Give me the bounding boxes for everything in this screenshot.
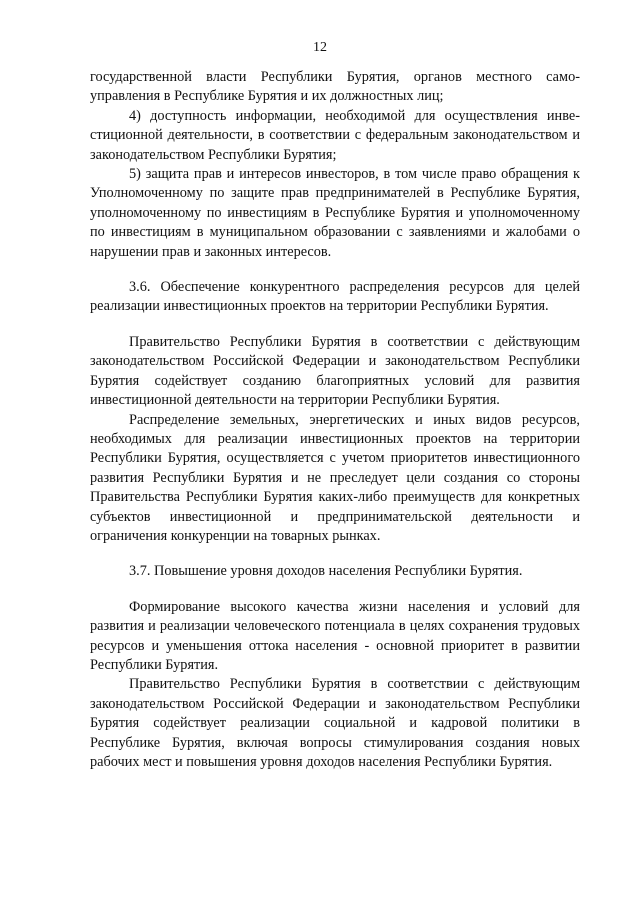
paragraph: Правительство Республики Бурятия в соответствии с действующим законодательством Российской Федерации и законодательством Республики Бурятия содействует реализации социальной и кадровой политики в Республике Бурятия, включая вопросы стимулирования создания новых рабочих мест и повышения уровня доходов населения Республики Бурятия. — [90, 676, 580, 770]
paragraph-continuation: государственной власти Республики Бурятия, органов местного самоуправления в Республике Бурятия и их должностных лиц; — [90, 69, 580, 105]
paragraph: Формирование высокого качества жизни населения и условий для развития и реализации человеческого потенциала в целях сохранения трудовых ресурсов и уменьшения оттока населения - основной приоритет в развитии Республики Бурятия. — [90, 598, 580, 673]
paragraph: Правительство Республики Бурятия в соответствии с действующим законодательством Российской Федерации и законодательством Республики Бурятия содействует созданию благоприятных условий для развития инвестиционной деятельности на территории Республики Бурятия. — [90, 333, 580, 409]
section-heading-3-7: 3.7. Повышение уровня доходов населения Республики Бурятия. — [129, 563, 523, 580]
list-item-4: 4) доступность информации, необходимой для осуществления инвестиционной деятельности, в соответствии с федеральным законодательством и законодательством Республики Бурятия; — [90, 107, 580, 163]
page-number: 12 — [313, 40, 327, 55]
document-body — [90, 68, 580, 772]
paragraph: Распределение земельных, энергетических и иных видов ресурсов, необходимых для реализации инвестиционных проектов на территории Республики Бурятия, осуществляется с учетом приоритетов инвестиционного развития Республики Бурятия и не преследует цели создания со стороны Правительства Республики Бурятия каких-либо преимуществ для конкретных субъектов инвестиционной и предпринимательской деятельности и ограничения конкуренции на товарных рынках. — [90, 411, 580, 544]
section-heading-3-6: 3.6. Обеспечение конкурентного распределения ресурсов для целей реализации инвестиционных проектов на территории Республики Бурятия. — [90, 279, 580, 315]
list-item-5: 5) защита прав и интересов инвесторов, в том числе право обращения к Уполномоченному по защите прав предпринимателей в Республике Бурятия, уполномоченному по инвестициям в Республике Бурятия и уполномоченному по инвестициям в муниципальном образовании с заявлениями и жалобами о нарушении прав и законных интересов. — [90, 166, 580, 260]
